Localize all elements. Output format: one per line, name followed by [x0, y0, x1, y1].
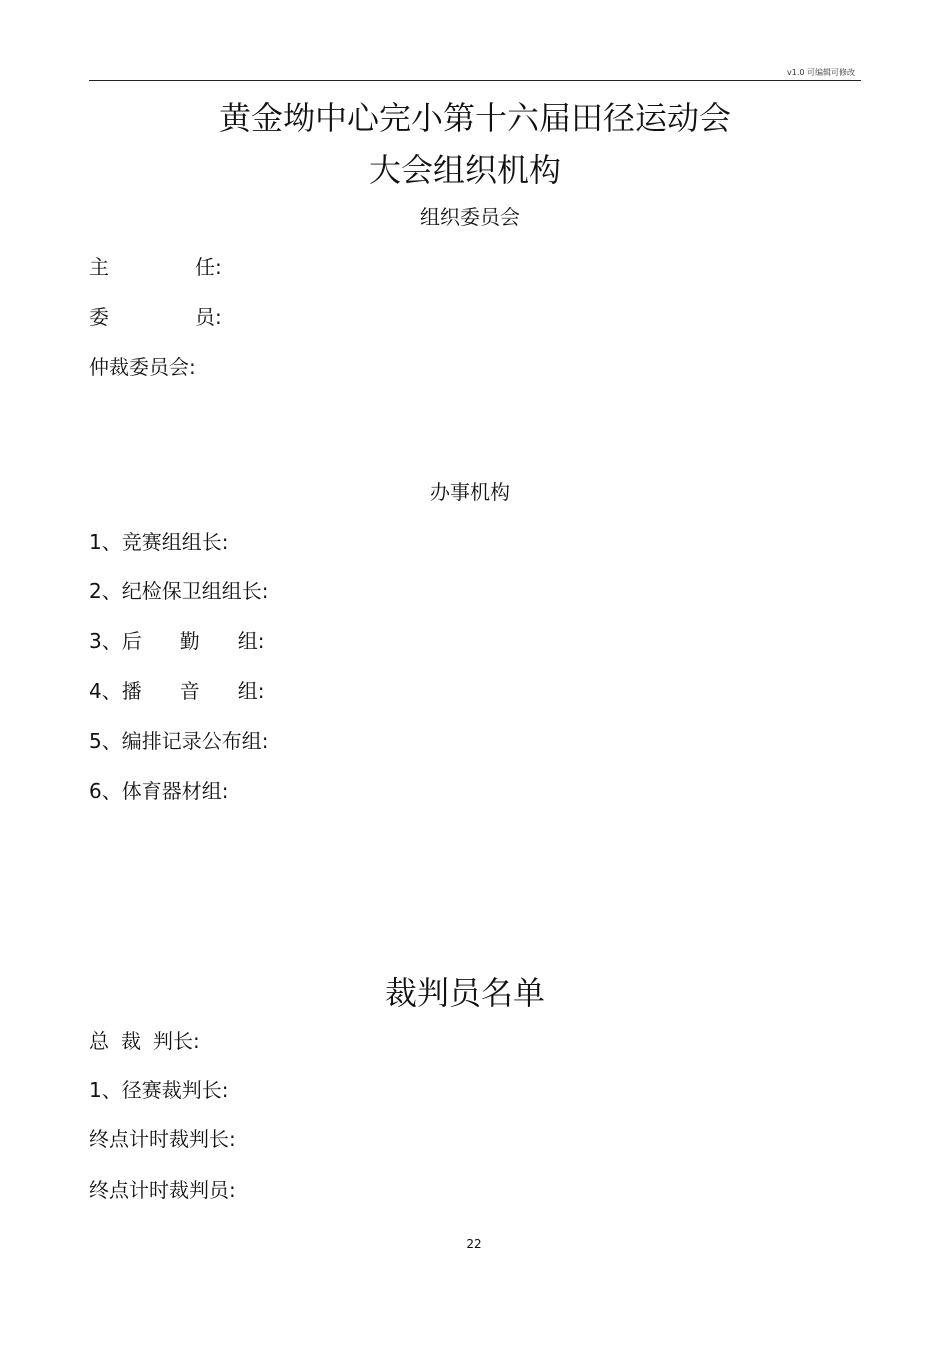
office-heading: 办事机构 — [430, 480, 510, 504]
office-item-3-a: 3、后 — [89, 629, 142, 653]
office-item-6: 6、体育器材组: — [89, 779, 229, 803]
director-line — [89, 254, 222, 280]
office-item-4-c: 组: — [237, 679, 265, 703]
office-item-3-c: 组: — [237, 629, 265, 653]
member-line — [89, 304, 222, 330]
arbitration-line: 仲裁委员会: — [89, 355, 196, 379]
director-label-b: 任: — [195, 255, 222, 279]
track-chief-line: 1、径赛裁判长: — [89, 1078, 229, 1102]
office-item-4 — [89, 678, 264, 704]
chief-label-b: 裁 — [121, 1029, 141, 1053]
document-subtitle: 大会组织机构 — [368, 151, 561, 189]
chief-label-a: 总 — [89, 1029, 109, 1053]
finish-staff-line: 终点计时裁判员: — [89, 1178, 236, 1202]
office-item-2: 2、纪检保卫组组长: — [89, 579, 269, 603]
header-rule — [89, 80, 861, 81]
office-item-3-b: 勤 — [179, 629, 200, 653]
page-number: 22 — [466, 1237, 482, 1251]
version-note: v1.0 可编辑可修改 — [787, 68, 855, 77]
referees-heading: 裁判员名单 — [384, 974, 545, 1012]
office-item-4-b: 音 — [179, 679, 200, 703]
member-label-a: 委 — [89, 305, 109, 329]
chief-referee-line — [89, 1028, 200, 1054]
office-item-3 — [89, 628, 264, 654]
office-item-5: 5、编排记录公布组: — [89, 729, 269, 753]
member-label-b: 员: — [195, 305, 222, 329]
document-title: 黄金坳中心完小第十六届田径运动会 — [218, 99, 731, 137]
office-item-1: 1、竞赛组组长: — [89, 530, 229, 554]
office-item-4-a: 4、播 — [89, 679, 142, 703]
chief-label-c: 判长: — [153, 1029, 200, 1053]
committee-heading: 组织委员会 — [420, 205, 520, 229]
director-label-a: 主 — [89, 255, 109, 279]
finish-chief-line: 终点计时裁判长: — [89, 1127, 236, 1151]
